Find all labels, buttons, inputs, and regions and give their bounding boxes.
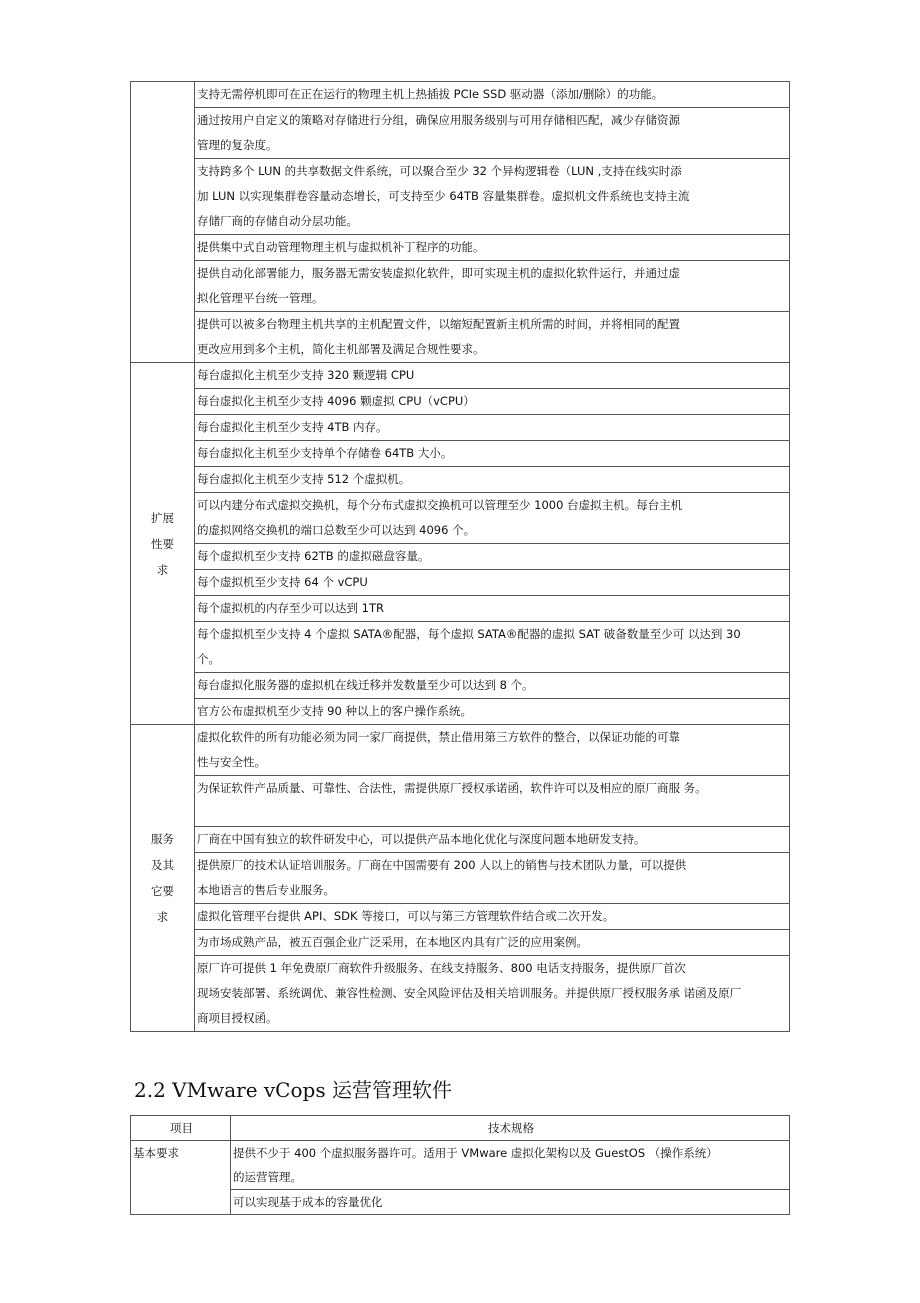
spec-line: 现场安装部署、系统调优、兼容性检测、安全风险评估及相关培训服务。并提供原厂授权服务承 诺函及原厂 <box>197 986 742 1000</box>
spec-line: 管理的复杂度。 <box>197 138 278 152</box>
table-row <box>131 108 790 159</box>
spec-cell <box>231 1190 790 1215</box>
spec-cell <box>195 389 790 415</box>
spec-line: 通过按用户自定义的策略对存储进行分组，确保应用服务级别与可用存储相匹配，减少存储资源 <box>197 113 680 127</box>
table-row <box>131 467 790 493</box>
spec-line: 虚拟化软件的所有功能必须为同一家厂商提供，禁止借用第三方软件的整合，以保证功能的可靠 <box>197 730 680 744</box>
spec-line: 每个虚拟机至少支持 4 个虚拟 SATA®配器，每个虚拟 SATA®配器的虚拟 SAT 破备数量至少可 以达到 30 <box>197 627 741 641</box>
spec-cell <box>195 930 790 956</box>
spec-line: 提供不少于 400 个虚拟服务器许可。适用于 VMware 虚拟化架构以及 GuestOS （操作系统） <box>233 1146 718 1160</box>
table-row <box>131 930 790 956</box>
category-cell <box>131 82 195 363</box>
spec-cell <box>195 261 790 312</box>
spec-line: 原厂许可提供 1 年免费原厂商软件升级服务、在线支持服务、800 电话支持服务，提供原厂首次 <box>197 961 686 975</box>
category-cell <box>131 363 195 725</box>
table-row <box>131 493 790 544</box>
table-row <box>131 1141 790 1190</box>
spec-line: 每台虚拟化主机至少支持 512 个虚拟机。 <box>197 472 411 486</box>
table-row <box>131 596 790 622</box>
table-row <box>131 673 790 699</box>
category-label <box>148 209 178 235</box>
spec-line: 的虚拟网络交换机的端口总数至少可以达到 4096 个。 <box>197 523 476 537</box>
table-row <box>131 725 790 776</box>
category-label: 扩展性要求 <box>151 510 174 577</box>
spec-cell <box>195 956 790 1032</box>
spec-line: 本地语言的售后专业服务。 <box>197 883 335 897</box>
spec-line <box>197 801 789 826</box>
spec-cell <box>195 673 790 699</box>
spec-cell <box>195 622 790 673</box>
spec-line: 每台虚拟化主机至少支持 320 颗逻辑 CPU <box>197 368 415 382</box>
table-row <box>131 312 790 363</box>
spec-line: 每个虚拟机的内存至少可以达到 1TR <box>197 601 384 615</box>
spec-line: 每台虚拟化主机至少支持 4TB 内存。 <box>197 420 388 434</box>
spec-table-vcops <box>130 1115 790 1215</box>
table-row <box>131 261 790 312</box>
category-label: 服务及其它要求 <box>151 832 174 924</box>
spec-line: 提供集中式自动管理物理主机与虚拟机补丁程序的功能。 <box>197 240 485 254</box>
spec-line: 每个虚拟机至少支持 62TB 的虚拟磁盘容量。 <box>197 549 430 563</box>
spec-cell <box>231 1141 790 1190</box>
spec-cell <box>195 235 790 261</box>
spec-cell <box>195 853 790 904</box>
spec-line: 的运营管理。 <box>233 1170 302 1184</box>
category-cell: 基本要求 <box>131 1141 231 1215</box>
spec-line: 每台虚拟化服务器的虚拟机在线迁移并发数量至少可以达到 8 个。 <box>197 678 534 692</box>
spec-cell <box>195 467 790 493</box>
table-row <box>131 853 790 904</box>
spec-line: 支持跨多个 LUN 的共享数据文件系统，可以聚合至少 32 个异构逻辑卷（LUN ,支持在线实时添 <box>197 164 682 178</box>
spec-line: 提供自动化部署能力，服务器无需安装虚拟化软件，即可实现主机的虚拟化软件运行，并通过虚 <box>197 266 680 280</box>
table-row <box>131 441 790 467</box>
spec-line: 提供可以被多台物理主机共享的主机配置文件，以缩短配置新主机所需的时间，并将相同的配置 <box>197 317 680 331</box>
spec-cell <box>195 441 790 467</box>
table-row <box>131 159 790 235</box>
spec-cell <box>195 312 790 363</box>
section-heading: 2.2 VMware vCops 运营管理软件 <box>134 1078 452 1102</box>
header-spec: 技术规格 <box>231 1116 790 1141</box>
spec-line: 每台虚拟化主机至少支持单个存储卷 64TB 大小。 <box>197 446 453 460</box>
spec-cell <box>195 544 790 570</box>
spec-line: 每个虚拟机至少支持 64 个 vCPU <box>197 575 368 589</box>
spec-cell <box>195 776 790 827</box>
spec-line: 可以内建分布式虚拟交换机，每个分布式虚拟交换机可以管理至少 1000 台虚拟主机。每台主机 <box>197 498 683 512</box>
table-row <box>131 363 790 389</box>
spec-line: 虚拟化管理平台提供 API、SDK 等接口，可以与第三方管理软件结合或二次开发。 <box>197 909 615 923</box>
header-item: 项目 <box>131 1116 231 1141</box>
spec-cell <box>195 108 790 159</box>
spec-cell <box>195 415 790 441</box>
spec-line: 性与安全性。 <box>197 755 266 769</box>
table-row <box>131 544 790 570</box>
spec-line: 加 LUN 以实现集群卷容量动态增长，可支持至少 64TB 容量集群卷。虚拟机文件系统也支持主流 <box>197 189 690 203</box>
spec-line: 支持无需停机即可在正在运行的物理主机上热插拔 PCIe SSD 驱动器（添加/删除）的功能。 <box>197 87 664 101</box>
spec-cell <box>195 82 790 108</box>
spec-cell <box>195 570 790 596</box>
table-row <box>131 570 790 596</box>
table-row <box>131 776 790 827</box>
spec-line: 为保证软件产品质量、可靠性、合法性，需提供原厂授权承诺函，软件许可以及相应的原厂商服 务。 <box>197 781 707 795</box>
table-row <box>131 904 790 930</box>
spec-cell <box>195 159 790 235</box>
spec-cell <box>195 725 790 776</box>
spec-cell <box>195 827 790 853</box>
spec-line: 厂商在中国有独立的软件研发中心，可以提供产品本地化优化与深度问题本地研发支持。 <box>197 832 646 846</box>
spec-cell <box>195 493 790 544</box>
spec-line: 可以实现基于成本的容量优化 <box>233 1195 383 1209</box>
spec-line: 为市场成熟产品，被五百强企业广泛采用，在本地区内具有广泛的应用案例。 <box>197 935 588 949</box>
spec-table-virtualization <box>130 81 790 1032</box>
spec-line: 个。 <box>197 652 220 666</box>
table-header-row <box>131 1116 790 1141</box>
spec-line: 每台虚拟化主机至少支持 4096 颗虚拟 CPU（vCPU） <box>197 394 475 408</box>
table-row <box>131 827 790 853</box>
table-row <box>131 956 790 1032</box>
spec-line: 官方公布虚拟机至少支持 90 种以上的客户操作系统。 <box>197 704 472 718</box>
spec-cell <box>195 904 790 930</box>
category-cell <box>131 725 195 1032</box>
table-row <box>131 82 790 108</box>
spec-line: 更改应用到多个主机，简化主机部署及满足合规性要求。 <box>197 342 485 356</box>
table-row <box>131 389 790 415</box>
table-row <box>131 699 790 725</box>
table-row <box>131 622 790 673</box>
spec-line: 提供原厂的技术认证培训服务。厂商在中国需要有 200 人以上的销售与技术团队力量，可以提供 <box>197 858 687 872</box>
spec-cell <box>195 596 790 622</box>
spec-cell <box>195 699 790 725</box>
spec-line: 商项目授权函。 <box>197 1011 278 1025</box>
table-row <box>131 235 790 261</box>
table-row <box>131 415 790 441</box>
spec-cell <box>195 363 790 389</box>
spec-line: 拟化管理平台统一管理。 <box>197 291 324 305</box>
spec-line: 存储厂商的存储自动分层功能。 <box>197 214 358 228</box>
